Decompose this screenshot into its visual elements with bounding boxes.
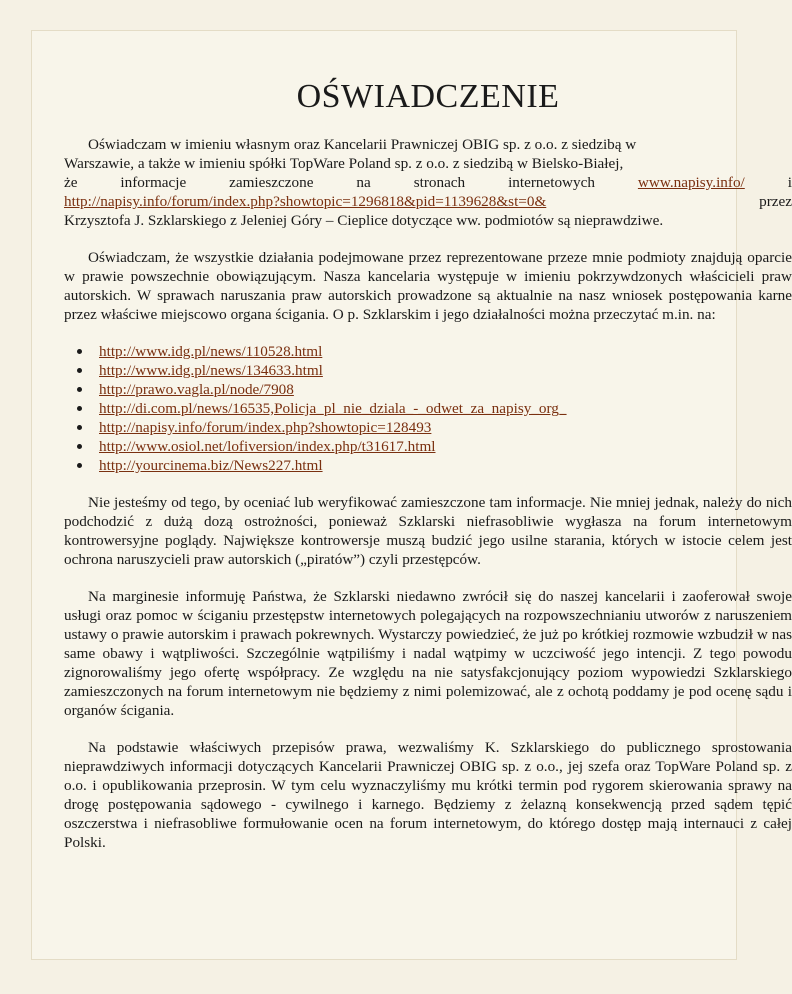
paragraph-1-line-2: Warszawie, a także w imieniu spółki TopWare Poland sp. z o.o. z siedzibą w Bielsko-Białej, — [64, 155, 624, 172]
word: i — [787, 174, 792, 191]
list-item — [64, 361, 792, 380]
link-napisy-forum-topic[interactable]: http://napisy.info/forum/index.php?showtopic=1296818&pid=1139628&st=0& — [64, 193, 547, 210]
paragraph-offer: Na marginesie informuję Państwa, że Szklarski niedawno zwrócił się do naszej kancelarii i zaoferował swoje usługi oraz pomoc w ściganiu przestępstw internetowych polegających na rozpowszechnianiu utworów z naruszeniem ustawy o prawie autorskim i prawach pokrewnych. Wystarczy powiedzieć, że już po krótkiej rozmowie wzbudził w nas same obawy i wątpliwości. Szczególnie wątpiliśmy i nadal wątpimy w uczciwość jego intencji. Z tego powodu zignorowaliśmy jego ofertę współpracy. Ze względu na nie satysfakcjonujący poziom wypowiedzi Szklarskiego zamieszczonych na forum internetowym nie będziemy z nimi polemizować, ale z ochotą poddamy je pod ocenę sądu i organów ścigania. — [64, 588, 792, 719]
bullet-icon — [77, 444, 82, 449]
document-title: OŚWIADCZENIE — [296, 78, 560, 115]
link-napisy-128493[interactable]: http://napisy.info/forum/index.php?showtopic=128493 — [99, 419, 432, 436]
list-item — [64, 380, 792, 399]
bullet-icon — [77, 349, 82, 354]
list-item — [64, 342, 792, 361]
paragraph-assessment: Nie jesteśmy od tego, by oceniać lub weryfikować zamieszczone tam informacje. Nie mniej jednak, należy do nich podchodzić z dużą dozą ostrożności, ponieważ Szklarski niefrasobliwie wygłasza na forum internetowym kontrowersyjne poglądy. Największe kontrowersje muszą budzić jego usilne starania, których w istocie celem jest ochrona naruszycieli praw autorskich („piratów”) czyli przestępców. — [64, 494, 792, 568]
paragraph-actions: Oświadczam, że wszystkie działania podejmowane przez reprezentowane przeze mnie podmioty znajdują oparcie w prawie powszechnie obowiązującym. Nasza kancelaria występuje w imieniu pokrzywdzonych właścicieli praw autorskich. W sprawach naruszania praw autorskich prowadzone są aktualnie na nasz wniosek postępowania karne przez właściwe miejscowo organa ścigania. O p. Szklarskim i jego działalności można przeczytać m.in. na: — [64, 249, 792, 323]
document-content — [64, 42, 792, 852]
bullet-icon — [77, 387, 82, 392]
paragraph-1-line-1: Oświadczam w imieniu własnym oraz Kancelarii Prawniczej OBIG sp. z o.o. z siedzibą w — [88, 136, 637, 153]
list-item — [64, 399, 792, 418]
link-list — [64, 342, 792, 475]
link-yourcinema[interactable]: http://yourcinema.biz/News227.html — [99, 457, 323, 474]
bullet-icon — [77, 463, 82, 468]
bullet-icon — [77, 425, 82, 430]
link-vagla[interactable]: http://prawo.vagla.pl/node/7908 — [99, 381, 294, 398]
paragraph-1-line-3 — [64, 173, 792, 192]
paragraph-statement — [64, 135, 792, 230]
link-osiol[interactable]: http://www.osiol.net/lofiversion/index.php/t31617.html — [99, 438, 436, 455]
list-item — [64, 437, 792, 456]
bullet-icon — [77, 368, 82, 373]
link-napisy-info[interactable]: www.napisy.info/ — [637, 174, 745, 191]
word: stronach — [413, 174, 466, 191]
paragraph-1-rest: Krzysztofa J. Szklarskiego z Jeleniej Góry – Cieplice dotyczące ww. podmiotów są nieprawdziwe. — [64, 212, 664, 229]
bullet-icon — [77, 406, 82, 411]
list-item — [64, 418, 792, 437]
word: na — [356, 174, 371, 191]
word: informacje — [120, 174, 187, 191]
paragraph-1-line-4 — [64, 192, 792, 211]
word: internetowych — [508, 174, 595, 191]
link-idg-110528[interactable]: http://www.idg.pl/news/110528.html — [99, 343, 323, 360]
link-idg-134633[interactable]: http://www.idg.pl/news/134633.html — [99, 362, 323, 379]
word: że — [64, 174, 78, 191]
list-item — [64, 456, 792, 475]
paragraph-legal-action: Na podstawie właściwych przepisów prawa, wezwaliśmy K. Szklarskiego do publicznego sprostowania nieprawdziwych informacji dotyczących Kancelarii Prawniczej OBIG sp. z o.o., jej szefa oraz TopWare Poland sp. z o.o. i opublikowania przeprosin. W tym celu wyznaczyliśmy mu krótki termin pod rygorem skierowania sprawy na drogę postępowania sądowego - cywilnego i karnego. Będziemy z żelazną konsekwencją przed sądem tępić oszczerstwa i niefrasobliwe formułowanie ocen na forum internetowym, do którego dostęp mają internauci z całej Polski. — [64, 739, 792, 851]
link-di-com[interactable]: http://di.com.pl/news/16535,Policja_pl_nie_dziala_-_odwet_za_napisy_org_ — [99, 400, 567, 417]
word: zamieszczone — [229, 174, 314, 191]
word: przez — [759, 193, 792, 210]
